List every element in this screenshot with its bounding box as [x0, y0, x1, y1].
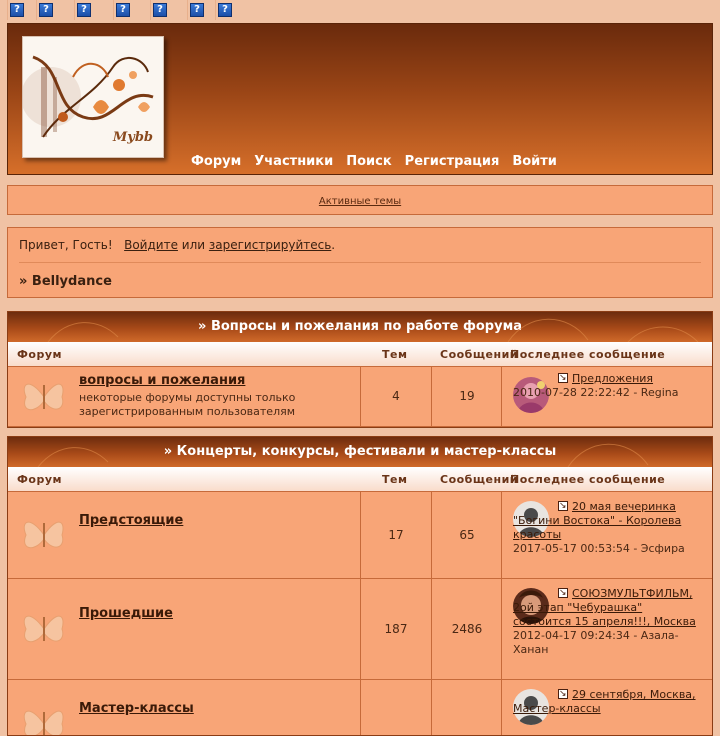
greeting-text: Привет, Гость! [19, 238, 113, 252]
topics-count: 17 [388, 528, 404, 542]
col-divider [501, 680, 502, 736]
help-icon[interactable]: ? [218, 3, 232, 17]
category-title[interactable]: Вопросы и пожелания по работе форума [210, 319, 522, 334]
forum-row [8, 579, 712, 680]
forum-title[interactable]: Прошедшие [79, 606, 173, 621]
help-icon[interactable]: ? [116, 3, 130, 17]
greeting [19, 238, 335, 252]
category-arrow-icon: » [163, 444, 177, 459]
col-divider [360, 680, 361, 736]
forum-row [8, 680, 712, 736]
last-post-meta: 2017-05-17 00:53:54 - Эсфира [513, 542, 685, 555]
forum-butterfly-icon [20, 702, 68, 736]
goto-post-icon[interactable] [558, 588, 568, 598]
category-concerts [7, 436, 713, 736]
welcome-box [7, 227, 713, 298]
forum-butterfly-icon [20, 513, 68, 557]
last-post-meta: 2012-04-17 09:24:34 - Азала-Ханан [513, 629, 679, 656]
forum-butterfly-icon [20, 375, 68, 419]
register-link[interactable]: зарегистрируйтесь [208, 238, 332, 252]
greeting-end: . [331, 238, 336, 252]
login-link[interactable]: Войдите [124, 238, 178, 252]
top-icon-strip [0, 0, 720, 22]
last-post-link[interactable]: Предложения [572, 372, 654, 385]
last-post [513, 372, 703, 400]
col-forum: Форум [17, 348, 63, 361]
help-icon[interactable]: ? [39, 3, 53, 17]
category-questions [7, 311, 713, 428]
topics-count: 187 [384, 622, 408, 636]
nav-search[interactable]: Поиск [346, 154, 392, 169]
help-icon[interactable]: ? [77, 3, 91, 17]
category-header [8, 312, 712, 342]
col-last-post: Последнее сообщение [510, 473, 666, 486]
divider [19, 262, 701, 263]
last-post-link[interactable]: СОЮЗМУЛЬТФИЛЬМ, 2ой этап "Чебурашка" состоится 15 апреля!!!, Москва [513, 587, 696, 628]
category-header [8, 437, 712, 467]
category-title[interactable]: Концерты, конкурсы, фестивали и мастер-классы [176, 444, 557, 459]
last-post [513, 500, 703, 556]
topics-count: 4 [392, 389, 400, 403]
goto-post-icon[interactable] [558, 373, 568, 383]
last-post [513, 587, 703, 657]
last-post-link[interactable]: 29 сентября, Москва, Мастер-классы [513, 688, 696, 715]
nav-register[interactable]: Регистрация [404, 154, 500, 169]
last-post [513, 688, 703, 716]
breadcrumb[interactable]: » Bellydance [19, 274, 112, 289]
goto-post-icon[interactable] [558, 689, 568, 699]
col-divider [431, 680, 432, 736]
nav-login[interactable]: Войти [512, 154, 557, 169]
goto-post-icon[interactable] [558, 501, 568, 511]
posts-count: 65 [459, 528, 475, 542]
main-nav [191, 154, 557, 169]
logo-text: Mybb [112, 130, 153, 145]
col-forum: Форум [17, 473, 63, 486]
col-last-post: Последнее сообщение [510, 348, 666, 361]
forum-butterfly-icon [20, 607, 68, 651]
forum-title[interactable]: Мастер-классы [79, 701, 194, 716]
forum-row [8, 367, 712, 427]
col-posts: Сообщений [440, 348, 519, 361]
col-topics: Тем [382, 473, 408, 486]
forum-row [8, 492, 712, 579]
greeting-or: или [181, 238, 206, 252]
col-posts: Сообщений [440, 473, 519, 486]
site-header [7, 23, 713, 175]
help-icon[interactable]: ? [190, 3, 204, 17]
forum-title[interactable]: Предстоящие [79, 513, 184, 528]
help-icon[interactable]: ? [10, 3, 24, 17]
nav-members[interactable]: Участники [254, 154, 334, 169]
posts-count: 19 [459, 389, 475, 403]
column-header [8, 342, 712, 367]
forum-description: некоторые форумы доступны только зарегистрированным пользователям [79, 391, 296, 418]
help-icon[interactable]: ? [153, 3, 167, 17]
category-arrow-icon: » [198, 319, 211, 334]
active-topics-link[interactable]: Активные темы [318, 196, 402, 207]
nav-forum[interactable]: Форум [191, 154, 242, 169]
column-header [8, 467, 712, 492]
last-post-meta: 2010-07-28 22:22:42 - Regina [513, 386, 679, 399]
active-topics-bar [7, 185, 713, 215]
col-topics: Тем [382, 348, 408, 361]
last-post-link[interactable]: 20 мая вечеринка "Богини Востока" - Королева красоты [513, 500, 682, 541]
posts-count: 2486 [451, 622, 483, 636]
site-logo[interactable] [22, 36, 164, 158]
forum-title[interactable]: вопросы и пожелания [79, 373, 246, 388]
